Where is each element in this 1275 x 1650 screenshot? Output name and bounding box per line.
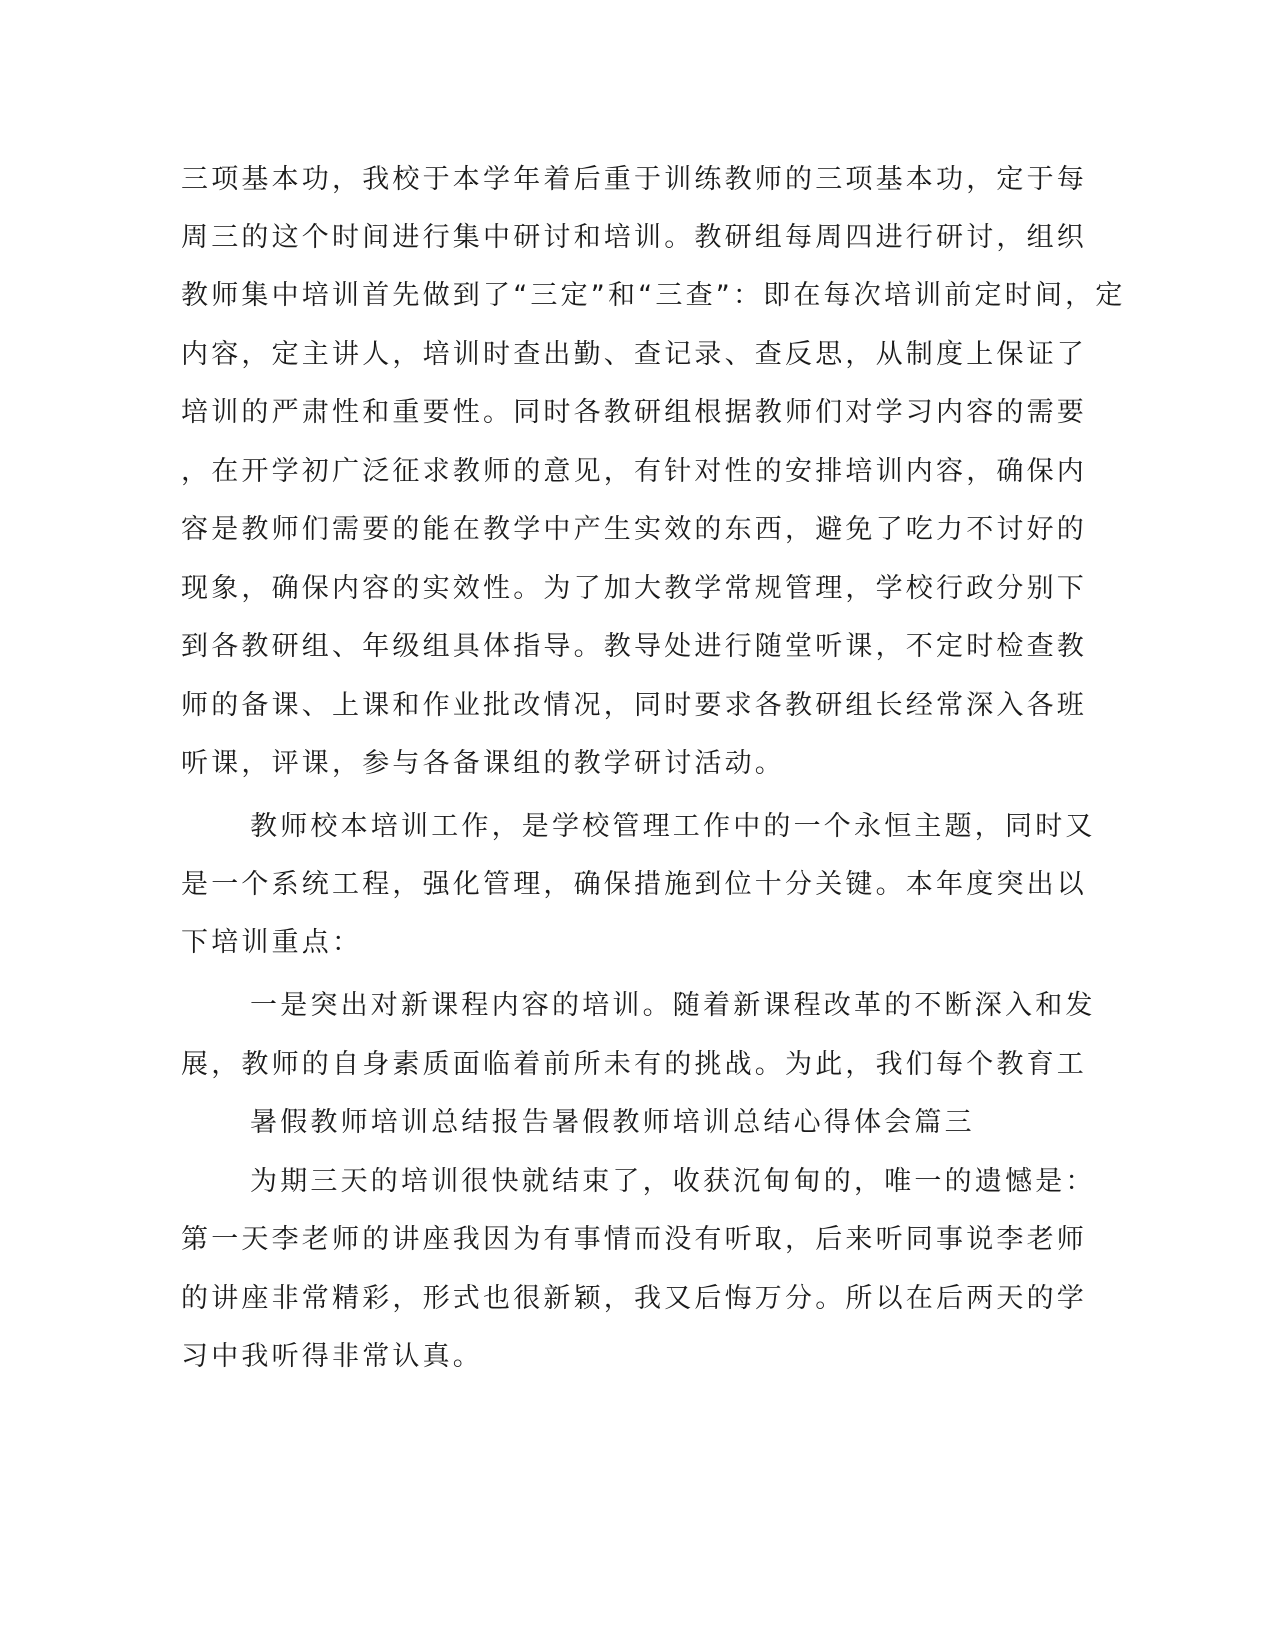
paragraph-4-line-1: 为期三天的培训很快就结束了，收获沉甸甸的，唯一的遗憾是： (250, 1166, 1096, 1197)
section-heading: 暑假教师培训总结报告暑假教师培训总结心得体会篇三 (250, 1107, 975, 1138)
paragraph-1-line-8: 现象，确保内容的实效性。为了加大教学常规管理，学校行政分别下 (181, 573, 1087, 604)
paragraph-2-line-2: 是一个系统工程，强化管理，确保措施到位十分关键。本年度突出以 (181, 869, 1087, 900)
paragraph-4-line-4: 习中我听得非常认真。 (181, 1341, 483, 1372)
paragraph-1-line-2: 周三的这个时间进行集中研讨和培训。教研组每周四进行研讨，组织 (181, 222, 1087, 253)
paragraph-2-line-1: 教师校本培训工作，是学校管理工作中的一个永恒主题，同时又 (250, 811, 1096, 842)
paragraph-3-line-2: 展，教师的自身素质面临着前所未有的挑战。为此，我们每个教育工 (181, 1049, 1087, 1080)
paragraph-1-line-6: ，在开学初广泛征求教师的意见，有针对性的安排培训内容，确保内 (181, 456, 1087, 487)
paragraph-1-line-10: 师的备课、上课和作业批改情况，同时要求各教研组长经常深入各班 (181, 690, 1087, 721)
paragraph-1-line-11: 听课，评课，参与各备课组的教学研讨活动。 (181, 748, 785, 779)
paragraph-1-line-5: 培训的严肃性和重要性。同时各教研组根据教师们对学习内容的需要 (181, 397, 1087, 428)
paragraph-1-line-3: 教师集中培训首先做到了“三定”和“三查”：即在每次培训前定时间，定 (181, 280, 1126, 311)
paragraph-2-line-3: 下培训重点： (181, 927, 363, 958)
paragraph-1-line-9: 到各教研组、年级组具体指导。教导处进行随堂听课，不定时检查教 (181, 631, 1087, 662)
paragraph-4-line-3: 的讲座非常精彩，形式也很新颖，我又后悔万分。所以在后两天的学 (181, 1283, 1087, 1314)
paragraph-1-line-4: 内容，定主讲人，培训时查出勤、查记录、查反思，从制度上保证了 (181, 339, 1087, 370)
paragraph-3-line-1: 一是突出对新课程内容的培训。随着新课程改革的不断深入和发 (250, 990, 1096, 1021)
paragraph-1-line-7: 容是教师们需要的能在教学中产生实效的东西，避免了吃力不讨好的 (181, 514, 1087, 545)
paragraph-1-line-1: 三项基本功，我校于本学年着后重于训练教师的三项基本功，定于每 (181, 164, 1087, 195)
paragraph-4-line-2: 第一天李老师的讲座我因为有事情而没有听取，后来听同事说李老师 (181, 1224, 1087, 1255)
